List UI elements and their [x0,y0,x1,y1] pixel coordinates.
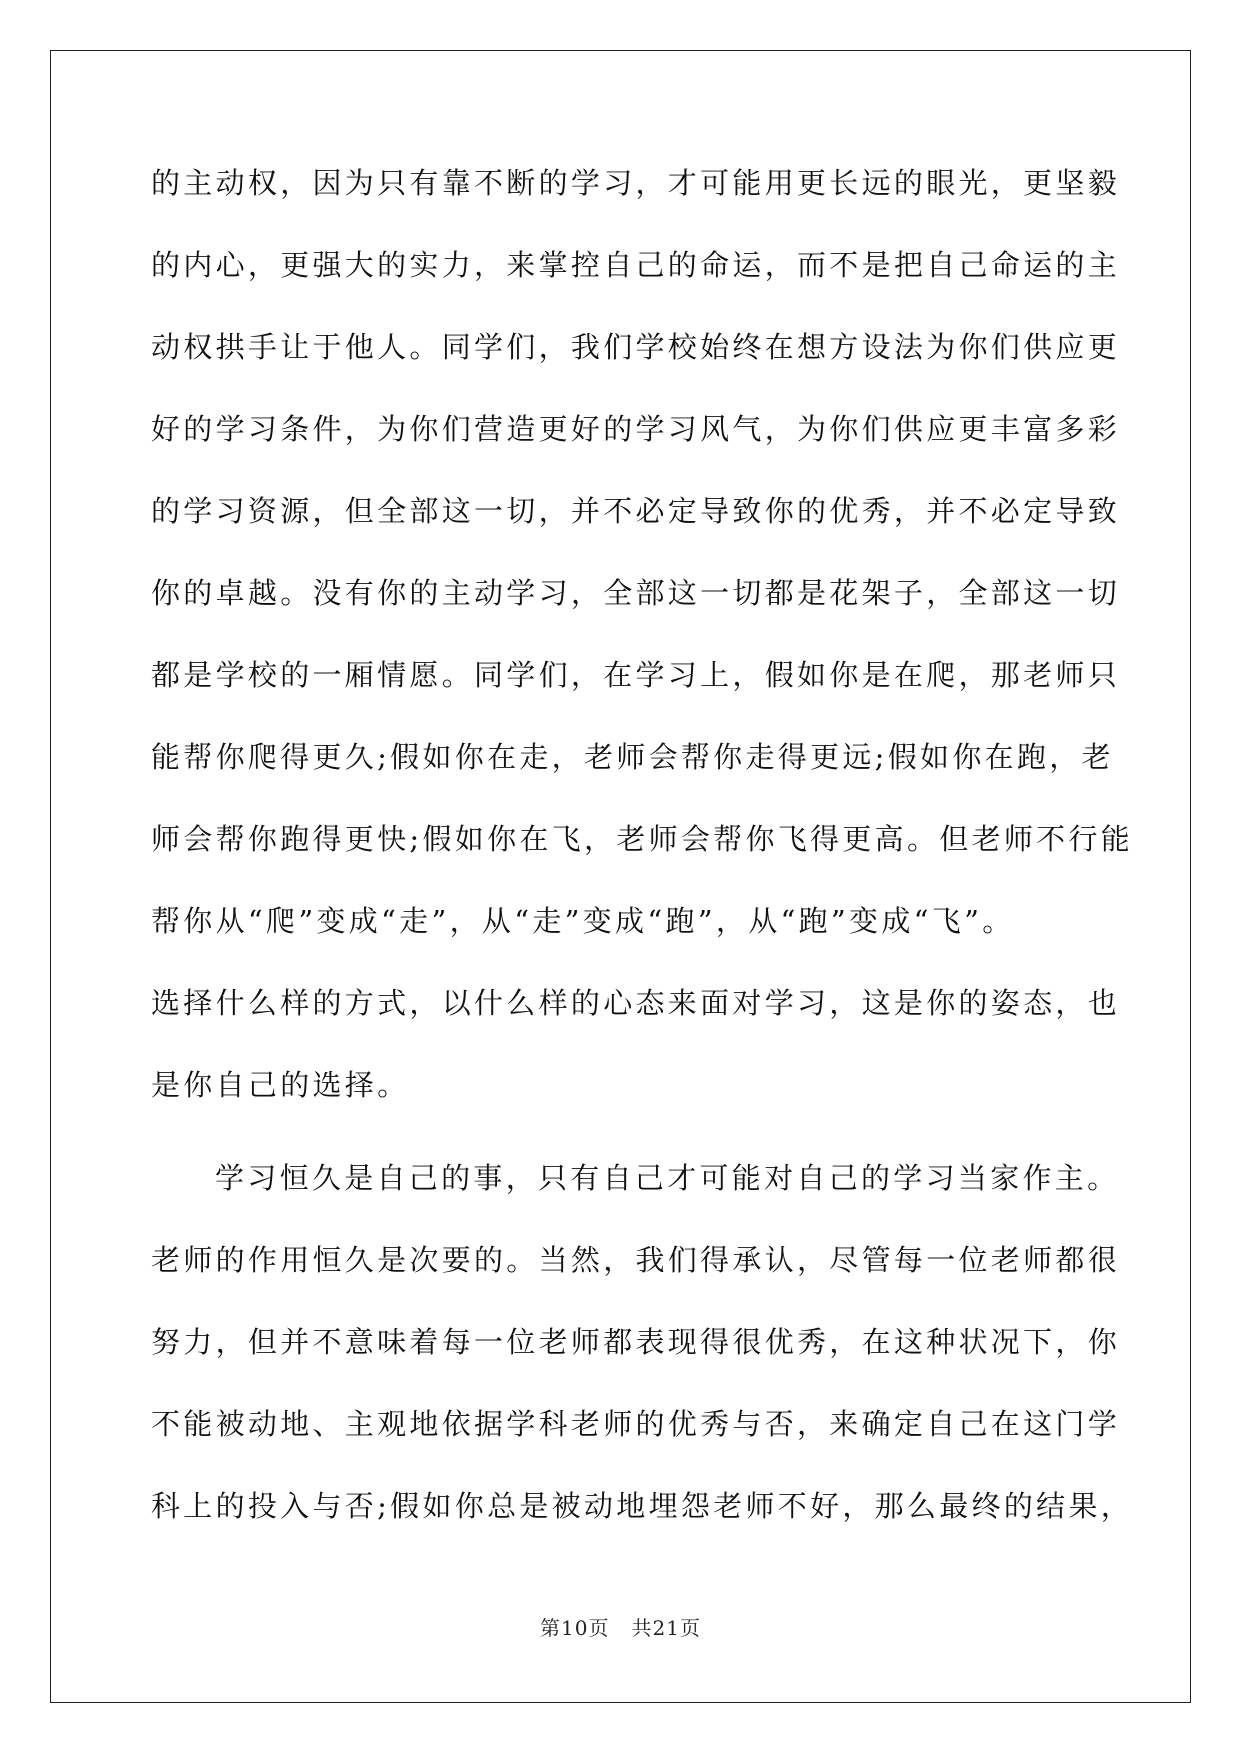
text-line: 选择什么样的方式，以什么样的心态来面对学习，这是你的姿态，也 [151,986,1121,1020]
page-footer [0,1612,1241,1641]
document-body [151,158,1134,1563]
paragraph-1 [151,158,1134,1153]
text-line: 师会帮你跑得更快;假如你在飞，老师会帮你飞得更高。但老师不行能 [151,822,1134,856]
text-line: 好的学习条件，为你们营造更好的学习风气，为你们供应更丰富多彩 [151,412,1121,446]
text-line: 帮你从“爬”变成“走”，从“走”变成“跑”，从“跑”变成“飞”。 [151,904,1015,938]
page-number-total: 共21页 [631,1616,701,1640]
text-line: 你的卓越。没有你的主动学习，全部这一切都是花架子，全部这一切 [151,576,1121,610]
text-line: 动权拱手让于他人。同学们，我们学校始终在想方设法为你们供应更 [151,330,1121,364]
text-line: 科上的投入与否;假如你总是被动地埋怨老师不好，那么最终的结果， [151,1489,1134,1523]
text-line: 的主动权，因为只有靠不断的学习，才可能用更长远的眼光，更坚毅 [151,166,1121,200]
text-line: 的内心，更强大的实力，来掌控自己的命运，而不是把自己命运的主 [151,248,1121,282]
text-line: 是你自己的选择。 [151,1068,410,1102]
page-number-current: 第10页 [540,1616,610,1640]
text-line: 学习恒久是自己的事，只有自己才可能对自己的学习当家作主。 [215,1161,1120,1195]
text-line: 老师的作用恒久是次要的。当然，我们得承认，尽管每一位老师都很 [151,1243,1121,1277]
paragraph-2 [151,1153,1134,1563]
text-line: 不能被动地、主观地依据学科老师的优秀与否，来确定自己在这门学 [151,1407,1121,1441]
text-line: 能帮你爬得更久;假如你在走，老师会帮你走得更远;假如你在跑，老 [151,740,1114,774]
text-line: 努力，但并不意味着每一位老师都表现得很优秀，在这种状况下，你 [151,1325,1121,1359]
text-line: 的学习资源，但全部这一切，并不必定导致你的优秀，并不必定导致 [151,494,1121,528]
text-line: 都是学校的一厢情愿。同学们，在学习上，假如你是在爬，那老师只 [151,658,1121,692]
